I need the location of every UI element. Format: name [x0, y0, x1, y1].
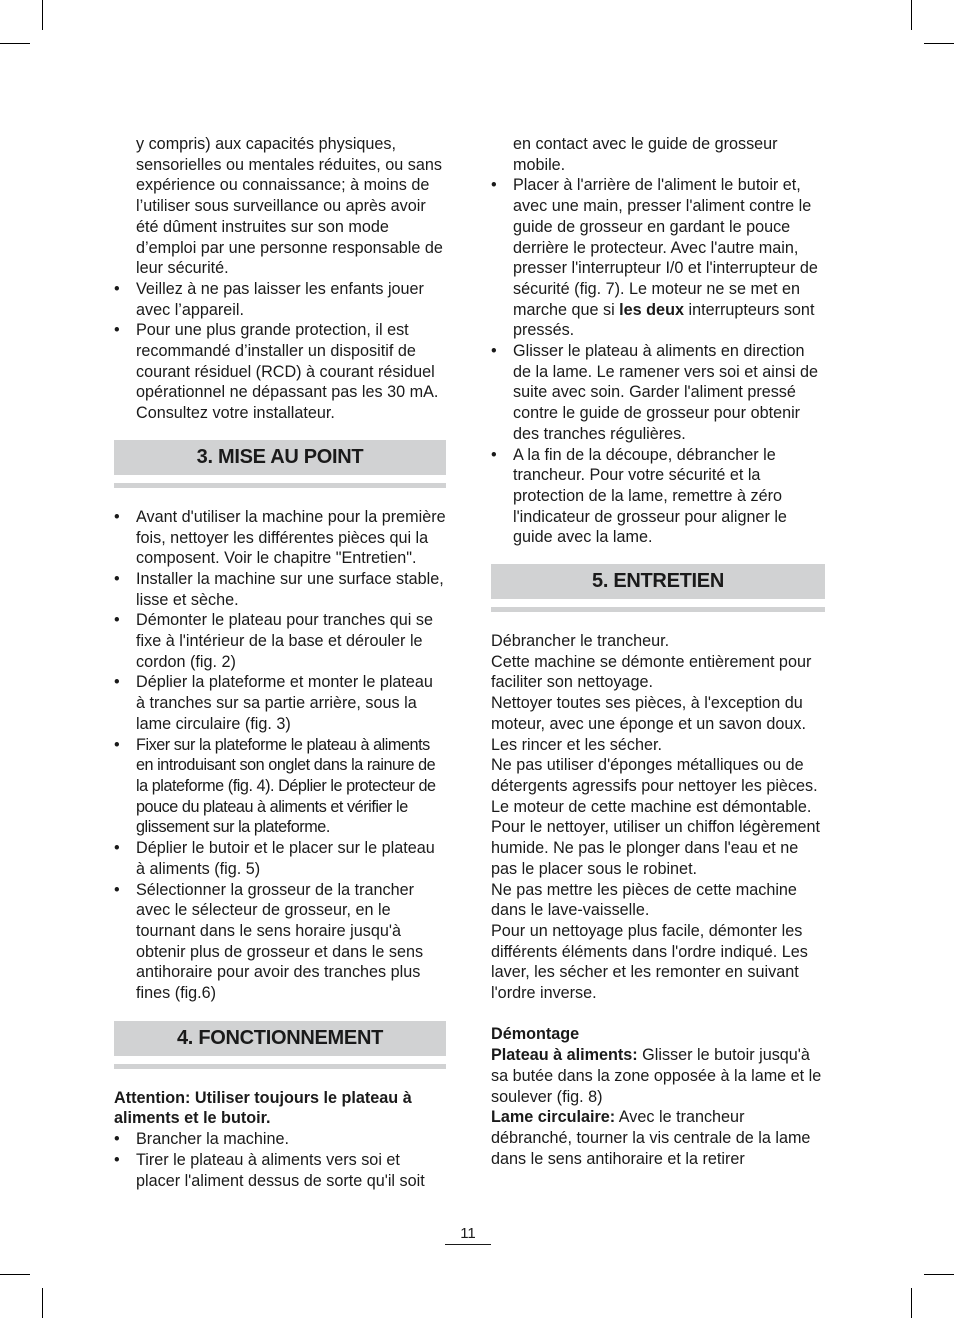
- term-text: Glisser le butoir jusqu'à sa butée dans la zone opposée à la lame et le soulever (fig. 8): [491, 1046, 822, 1106]
- paragraph: Pour un nettoyage plus facile, démonter les différents éléments dans l'ordre indiqué. Les laver, les sécher et les remonter en suivant l'ordre inverse.: [491, 921, 808, 1003]
- crop-mark: [911, 1288, 912, 1318]
- right-column: [491, 134, 825, 1169]
- paragraph: Cette machine se démonte entièrement pour faciliter son nettoyage.: [491, 652, 812, 692]
- list-item-text: Placer à l'arrière de l'aliment le butoir et, avec une main, presser l'aliment contre le guide de grosseur en gardant le pouce derrière le protecteur. Avec l'autre main, presser l'interrupteur I/0 et l'interrupteur de sécurité (fig. 7). Le moteur ne se met en marche que si: [513, 176, 818, 319]
- list-item-text: interrupteurs sont pressés.: [513, 300, 815, 340]
- list-item: • Tirer le plateau à aliments vers soi et placer l'aliment dessus de sorte qu'il soit: [114, 1150, 446, 1191]
- list-item: • Avant d'utiliser la machine pour la première fois, nettoyer les différentes pièces qui la composent. Voir le chapitre "Entretien".: [114, 507, 446, 569]
- crop-mark: [42, 0, 43, 30]
- paragraph: Le moteur de cette machine est démontable. Pour le nettoyer, utiliser un chiffon légèrement humide. Ne pas le plonger dans l'eau et ne pas le placer sous le robinet.: [491, 797, 821, 878]
- crop-mark: [42, 1288, 43, 1318]
- list-item: • Démonter le plateau pour tranches qui se fixe à l'intérieur de la base et dérouler le cordon (fig. 2): [114, 610, 446, 672]
- intro-continuation: y compris) aux capacités physiques, sensorielles ou mentales réduites, ou sans expérience ou connaissance; à moins de l’utiliser sous surveillance ou après avoir été dûment instruites sur son mode d’emploi par une personne responsable de leur sécurité.: [136, 135, 443, 278]
- list-item: • Installer la machine sur une surface stable, lisse et sèche.: [114, 569, 446, 610]
- left-column: [114, 134, 446, 1191]
- section-4-header: [114, 1021, 446, 1069]
- list-item: • Déplier la plateforme et monter le plateau à tranches sur sa partie arrière, sous la lame circulaire (fig. 3): [114, 672, 446, 734]
- paragraph: [491, 1045, 825, 1107]
- paragraph: Ne pas mettre les pièces de cette machine dans le lave-vaisselle.: [491, 880, 797, 920]
- attention-note: Attention: Utiliser toujours le plateau à aliments et le butoir.: [114, 1088, 412, 1128]
- crop-mark: [0, 43, 30, 44]
- paragraph: [491, 1107, 825, 1169]
- list-item: • Fixer sur la plateforme le plateau à aliments en introduisant son onglet dans la rainure de la plateforme (fig. 4). Déplier le protecteur de pouce du plateau à aliments et vérifier le glissement sur la plateforme.: [114, 735, 446, 839]
- paragraph: Ne pas utiliser d'éponges métalliques ou de détergents agressifs pour nettoyer les pièces.: [491, 756, 818, 795]
- list-item: • Déplier le butoir et le placer sur le plateau à aliments (fig. 5): [114, 838, 446, 879]
- section-5-header: [491, 564, 825, 612]
- crop-mark: [924, 1274, 954, 1275]
- term-text: Avec le trancheur débranché, tourner la vis centrale de la lame dans le sens antihoraire et la retirer: [491, 1108, 811, 1168]
- intro-bullet-list: [114, 279, 446, 424]
- section-heading: 5. ENTRETIEN: [491, 564, 825, 599]
- section-heading: 4. FONCTIONNEMENT: [114, 1021, 446, 1056]
- list-item: [491, 175, 825, 341]
- right-continuation: en contact avec le guide de grosseur mobile.: [513, 135, 778, 174]
- paragraph: Débrancher le trancheur.: [491, 632, 670, 651]
- paragraph: Nettoyer toutes ses pièces, à l'exception du moteur, avec une éponge et un savon doux. Les rincer et les sécher.: [491, 694, 806, 754]
- right-bullet-list: [491, 175, 825, 548]
- page-number: 11: [445, 1224, 491, 1245]
- list-item: • Pour une plus grande protection, il est recommandé d’installer un dispositif de courant résiduel (RCD) à courant résiduel opérationnel ne dépassant pas les 30 mA. Consultez votre installateur.: [114, 320, 446, 424]
- term-label: Lame circulaire:: [491, 1108, 616, 1127]
- demontage-title: Démontage: [491, 1025, 580, 1044]
- crop-mark: [911, 0, 912, 30]
- list-item: • A la fin de la découpe, débrancher le trancheur. Pour votre sécurité et la protection de la lame, remettre à zéro l'indicateur de grosseur pour aligner le guide avec la lame.: [491, 445, 825, 549]
- list-item: • Brancher la machine.: [114, 1129, 446, 1150]
- term-label: Plateau à aliments:: [491, 1046, 638, 1065]
- heading-rule: [114, 1064, 446, 1069]
- section-3-bullet-list: [114, 507, 446, 1004]
- crop-mark: [0, 1274, 30, 1275]
- section-heading: 3. MISE AU POINT: [114, 440, 446, 475]
- list-item: • Sélectionner la grosseur de la trancher avec le sélecteur de grosseur, en le tournant dans le sens horaire jusqu'à obtenir plus de grosseur et dans le sens antihoraire pour avoir des tranches plus fines (fig.6): [114, 880, 446, 1004]
- maintenance-text: [491, 631, 825, 1169]
- emphasis-text: les deux: [619, 300, 684, 319]
- crop-mark: [924, 43, 954, 44]
- list-item: • Glisser le plateau à aliments en direction de la lame. Le ramener vers soi et ainsi de suite avec soin. Garder l'aliment pressé contre le guide de grosseur pour obtenir des tranches régulières.: [491, 341, 825, 445]
- heading-rule: [491, 607, 825, 612]
- section-4-bullet-list: [114, 1129, 446, 1191]
- heading-rule: [114, 483, 446, 488]
- section-3-header: [114, 440, 446, 488]
- list-item: • Veillez à ne pas laisser les enfants jouer avec l’appareil.: [114, 279, 446, 320]
